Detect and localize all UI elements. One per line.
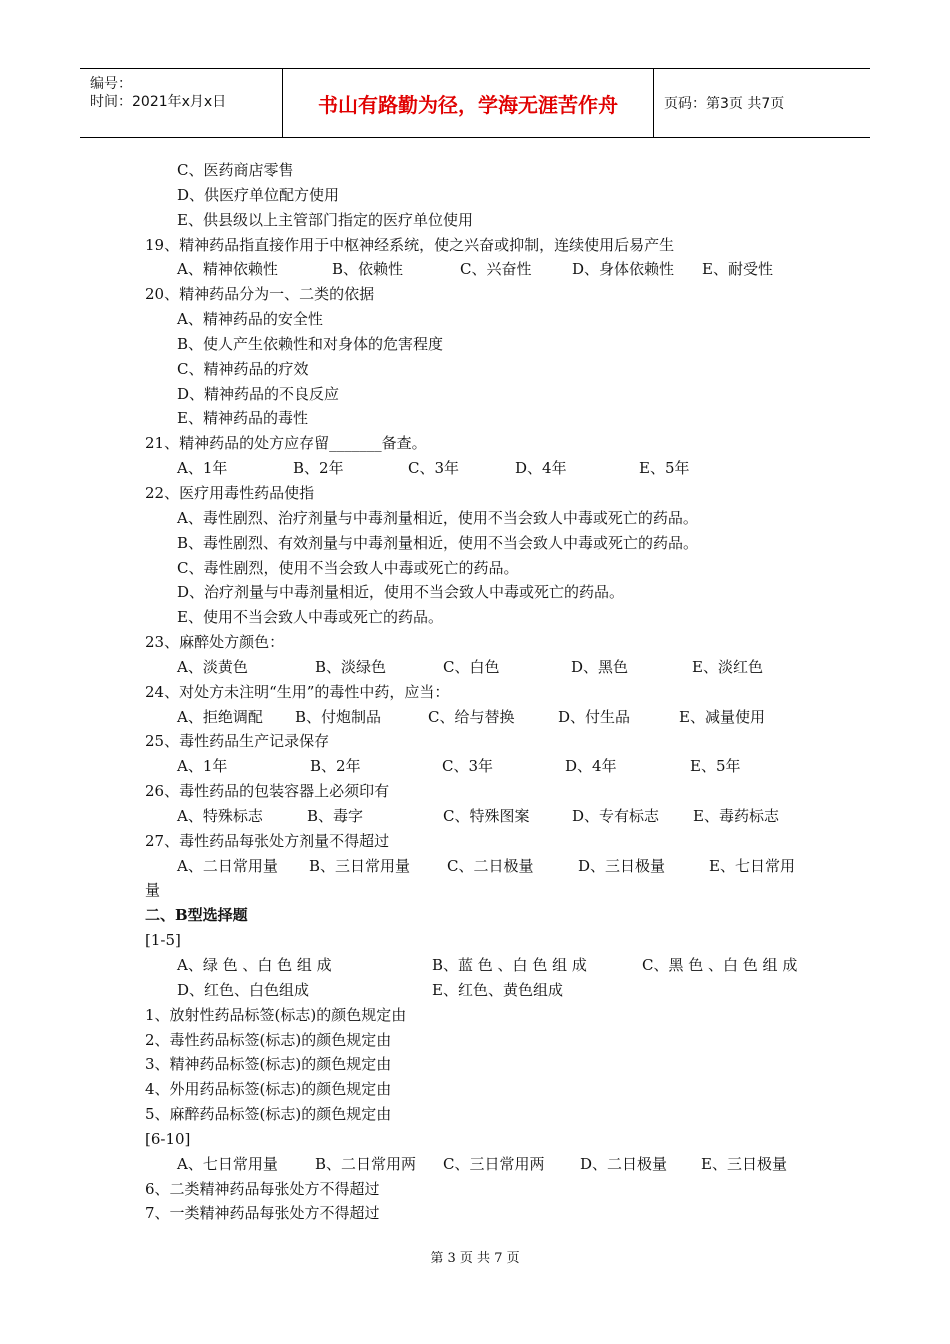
- option-item: E、毒药标志: [693, 806, 779, 825]
- option-item: B、毒字: [307, 806, 364, 825]
- question-line: 20、精神药品分为一、二类的依据: [145, 285, 375, 304]
- option-item: A、特殊标志: [177, 806, 263, 825]
- option-line: D、精神药品的不良反应: [177, 384, 340, 403]
- option-item: D、黑色: [571, 657, 629, 676]
- option-line: D、治疗剂量与中毒剂量相近，使用不当会致人中毒或死亡的药品。: [177, 583, 625, 602]
- option-item: A、精神依赖性: [177, 260, 278, 279]
- option-row: [145, 705, 825, 730]
- option-item: C、白色: [443, 657, 500, 676]
- question-line: 21、精神药品的处方应存留_______备查。: [145, 434, 427, 453]
- header-meta-cell: [80, 69, 283, 137]
- question-line: 7、一类精神药品每张处方不得超过: [145, 1204, 380, 1223]
- option-line: B、使人产生依赖性和对身体的危害程度: [177, 334, 444, 353]
- option-item: D、身体依赖性: [572, 260, 675, 279]
- option-row: [145, 953, 825, 978]
- option-item: B、二日常用两: [315, 1154, 417, 1173]
- option-item: C、三日常用两: [443, 1154, 545, 1173]
- option-item: C、特殊图案: [443, 806, 530, 825]
- page-info: 页码：第3页 共7页: [664, 96, 785, 112]
- option-item: A、1年: [177, 757, 228, 776]
- option-item: D、红色、白色组成: [177, 980, 310, 999]
- option-item: B、付炮制品: [295, 707, 382, 726]
- option-item: C、3年: [408, 459, 460, 478]
- option-item: B、2年: [310, 757, 361, 776]
- option-line: E、供县级以上主管部门指定的医疗单位使用: [177, 210, 473, 229]
- option-row: [145, 854, 825, 879]
- question-line: 6、二类精神药品每张处方不得超过: [145, 1179, 380, 1198]
- option-item: C、黑 色 、白 色 组 成: [642, 956, 798, 974]
- option-item: D、专有标志: [572, 806, 660, 825]
- question-line: 1、放射性药品标签(标志)的颜色规定由: [145, 1005, 407, 1024]
- option-line: A、精神药品的安全性: [177, 310, 323, 329]
- number-label: 编号：: [90, 76, 132, 92]
- option-item: C、二日极量: [447, 856, 534, 875]
- question-line: [6-10]: [145, 1129, 191, 1148]
- option-row: [145, 804, 825, 829]
- question-line: 24、对处方未注明“生用”的毒性中药，应当：: [145, 682, 450, 701]
- document-body: [145, 158, 825, 1226]
- option-row: [145, 1152, 825, 1177]
- option-item: E、红色、黄色组成: [432, 980, 563, 999]
- option-row: [145, 978, 825, 1003]
- question-line: 3、精神药品标签(标志)的颜色规定由: [145, 1055, 392, 1074]
- option-line: C、医药商店零售: [177, 161, 294, 179]
- question-line: 23、麻醉处方颜色：: [145, 633, 285, 652]
- motto: 书山有路勤为径，学海无涯苦作舟: [283, 69, 654, 137]
- option-item: B、2年: [293, 459, 344, 478]
- option-item: B、淡绿色: [315, 657, 387, 676]
- option-line: B、毒性剧烈、有效剂量与中毒剂量相近，使用不当会致人中毒或死亡的药品。: [177, 533, 699, 552]
- question-line: 5、麻醉药品标签(标志)的颜色规定由: [145, 1105, 392, 1124]
- option-item: E、淡红色: [692, 657, 763, 676]
- option-row: [145, 655, 825, 680]
- option-item: A、淡黄色: [177, 657, 248, 676]
- option-item: D、三日极量: [578, 856, 666, 875]
- option-item: E、七日常用: [709, 856, 795, 875]
- option-item: E、三日极量: [701, 1154, 787, 1173]
- option-item: E、5年: [690, 757, 741, 776]
- option-line: D、供医疗单位配方使用: [177, 185, 340, 204]
- option-row: [145, 257, 825, 282]
- question-line: 2、毒性药品标签(标志)的颜色规定由: [145, 1030, 392, 1049]
- option-line: A、毒性剧烈、治疗剂量与中毒剂量相近，使用不当会致人中毒或死亡的药品。: [177, 508, 698, 527]
- option-item: C、兴奋性: [460, 260, 532, 279]
- question-line: [1-5]: [145, 931, 181, 950]
- option-line: C、精神药品的疗效: [177, 359, 309, 378]
- option-line: E、使用不当会致人中毒或死亡的药品。: [177, 608, 443, 627]
- option-item: A、绿 色 、白 色 组 成: [177, 956, 332, 974]
- question-line: 26、毒性药品的包装容器上必须印有: [145, 782, 390, 801]
- option-item: E、耐受性: [702, 260, 773, 279]
- option-line: C、毒性剧烈，使用不当会致人中毒或死亡的药品。: [177, 558, 519, 577]
- option-item: B、三日常用量: [309, 856, 411, 875]
- option-item: C、给与替换: [428, 707, 515, 726]
- option-item: D、付生品: [558, 707, 631, 726]
- option-item: A、1年: [177, 459, 228, 478]
- option-item: D、4年: [515, 459, 567, 478]
- question-line: 27、毒性药品每张处方剂量不得超过: [145, 831, 390, 850]
- question-line: 量: [145, 881, 161, 900]
- option-item: D、4年: [565, 757, 617, 776]
- option-item: A、拒绝调配: [177, 707, 263, 726]
- question-line: 22、医疗用毒性药品使指: [145, 483, 315, 502]
- question-line: 25、毒性药品生产记录保存: [145, 732, 330, 751]
- question-line: 4、外用药品标签(标志)的颜色规定由: [145, 1080, 392, 1099]
- page-footer: 第 3 页 共 7 页: [430, 1251, 520, 1266]
- page-header: [80, 68, 870, 138]
- time-label: 时间：2021年x月x日: [90, 94, 227, 110]
- option-item: B、蓝 色 、白 色 组 成: [432, 956, 587, 974]
- option-item: A、二日常用量: [177, 856, 278, 875]
- option-row: [145, 754, 825, 779]
- option-item: E、减量使用: [679, 707, 765, 726]
- option-item: E、5年: [639, 459, 690, 478]
- option-item: C、3年: [442, 757, 494, 776]
- option-row: [145, 456, 825, 481]
- option-item: B、依赖性: [332, 260, 404, 279]
- section-heading: 二、B型选择题: [145, 906, 248, 925]
- question-line: 19、精神药品指直接作用于中枢神经系统，使之兴奋或抑制，连续使用后易产生: [145, 235, 675, 254]
- option-line: E、精神药品的毒性: [177, 409, 308, 428]
- option-item: D、二日极量: [580, 1154, 668, 1173]
- option-item: A、七日常用量: [177, 1154, 278, 1173]
